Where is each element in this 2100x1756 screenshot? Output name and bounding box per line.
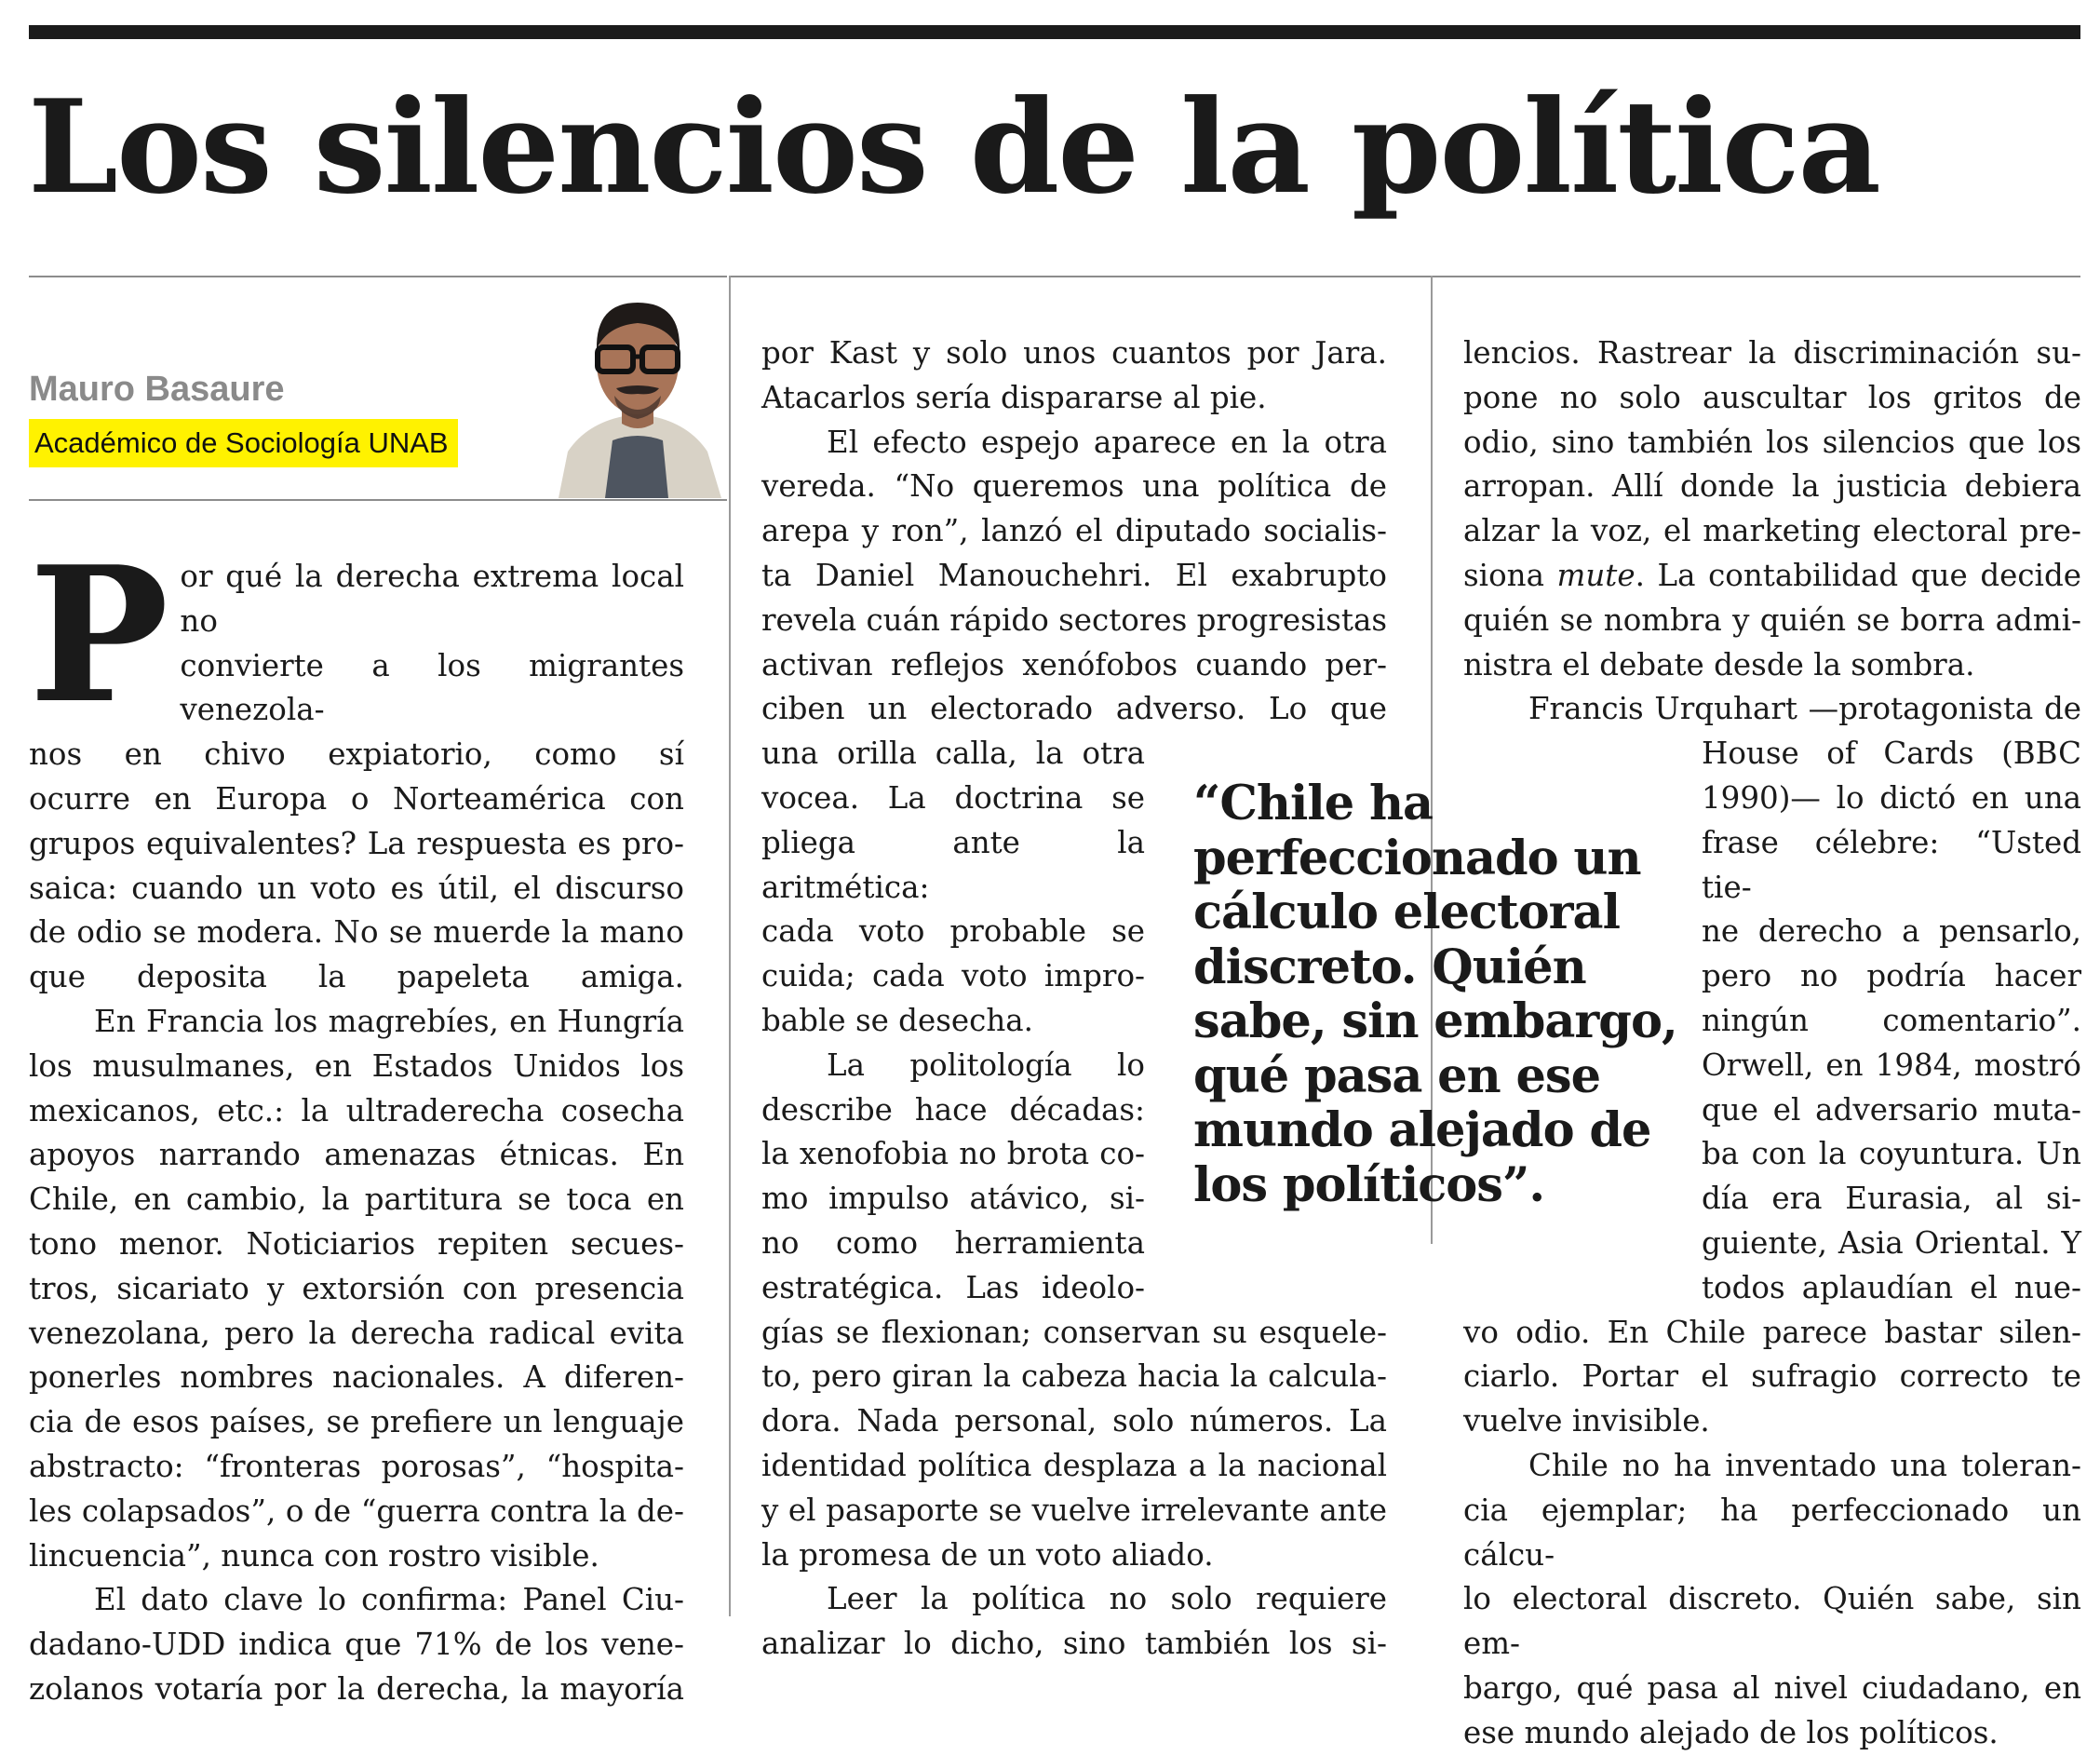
byline-rule (29, 499, 727, 501)
text-line: abstracto: “fronteras porosas”, “hospita- (29, 1448, 684, 1484)
text-line: vocea. La doctrina se (761, 779, 1145, 816)
text-line: dadano-UDD indica que 71% de los vene- (29, 1627, 684, 1663)
text-line: arropan. Allí donde la justicia debiera (1463, 468, 2081, 505)
text-line: ningún comentario”. (1702, 1002, 2081, 1038)
text-line: y el pasaporte se vuelve irrelevante ante (761, 1492, 1387, 1528)
text-line: estratégica. Las ideolo- (761, 1269, 1145, 1305)
text-line: or qué la derecha extrema local no (180, 559, 684, 639)
text-line: día era Eurasia, al si- (1702, 1181, 2081, 1217)
text-line: dora. Nada personal, solo números. La (761, 1403, 1387, 1439)
text-line: Orwell, en 1984, mostró (1702, 1047, 2081, 1083)
text-line: vereda. “No queremos una política de (761, 468, 1387, 505)
col2-paragraph-4 (761, 1577, 1387, 1667)
text-line: bargo, qué pasa al nivel ciudadano, en (1463, 1669, 2081, 1706)
text-line: zolanos votaría por la derecha, la mayoría (29, 1670, 684, 1707)
pull-quote-line: perfeccionado un (1193, 830, 1641, 886)
text-line: cia ejemplar; ha perfeccionado un cálcu- (1463, 1492, 2081, 1573)
text-line: tros, sicariato y extorsión con presencia (29, 1270, 684, 1306)
text-line: saica: cuando un voto es útil, el discurso (29, 870, 684, 906)
text-line: identidad política desplaza a la nacional (761, 1447, 1387, 1483)
pull-quote-line: discreto. Quién (1193, 939, 1586, 995)
text-line: convierte a los migrantes venezola- (180, 647, 684, 728)
text-line: que el adversario muta- (1702, 1091, 2081, 1128)
text-line: mo impulso atávico, si- (761, 1181, 1145, 1217)
text-line: venezolana, pero la derecha radical evita (29, 1315, 684, 1351)
col3-paragraph-1 (1463, 331, 2081, 687)
text-line: la xenofobia no brota co- (761, 1136, 1145, 1172)
author-role-highlight: Académico de Sociología UNAB (29, 419, 458, 467)
text-line: alzar la voz, el marketing electoral pre- (1463, 513, 2081, 549)
text-line: cada voto probable se (761, 913, 1145, 950)
text-line: de odio se modera. No se muerde la mano (29, 914, 684, 951)
text-line: lo electoral discreto. Quién sabe, sin em- (1463, 1581, 2081, 1662)
text-line: nos en chivo expiatorio, como sí (29, 736, 684, 773)
text-line: lencios. Rastrear la discriminación su- (1463, 335, 2081, 371)
text-line: Leer la política no solo requiere (827, 1581, 1387, 1617)
text-line: frase célebre: “Usted tie- (1702, 824, 2081, 905)
text-line: guiente, Asia Oriental. Y (1702, 1224, 2081, 1261)
text-line: analizar lo dicho, sino también los si- (761, 1626, 1387, 1662)
text-line: revela cuán rápido sectores progresistas (761, 601, 1387, 638)
col3-paragraph-3 (1463, 1444, 2081, 1756)
pull-quote-line: “Chile ha (1193, 776, 1434, 831)
column-divider-1 (729, 276, 731, 1616)
text-line: ese mundo alejado de los políticos. (1463, 1714, 1999, 1750)
italic-word-mute: mute (1556, 557, 1636, 593)
text-line: bable se desecha. (761, 1002, 1033, 1038)
text-line: 1990)— lo dictó en una (1702, 779, 2081, 816)
text-line: vuelve invisible. (1463, 1403, 1710, 1439)
pull-quote-line: los políticos”. (1193, 1156, 1545, 1213)
text-line: les colapsados”, o de “guerra contra la de- (29, 1493, 684, 1529)
col2-paragraph-3 (761, 1311, 1387, 1578)
header-rule-left (29, 276, 727, 277)
text-line: activan reflejos xenófobos cuando per- (761, 646, 1387, 682)
text-line: Chile no ha inventado una toleran- (1528, 1447, 2081, 1483)
text-line: pone no solo auscultar los gritos de (1463, 379, 2081, 415)
text-line: vo odio. En Chile parece bastar silen- (1463, 1314, 2081, 1350)
col3-paragraph-2 (1463, 687, 2081, 1444)
text-line: mexicanos, etc.: la ultraderecha cosecha (29, 1092, 684, 1128)
top-rule (29, 25, 2080, 39)
text-line: arepa y ron”, lanzó el diputado socialis- (761, 513, 1387, 549)
text-line: ta Daniel Manouchehri. El exabrupto (761, 557, 1387, 593)
text-line: todos aplaudían el nue- (1702, 1269, 2081, 1305)
text-line: pero no podría hacer (1702, 958, 2081, 994)
author-photo (549, 284, 726, 498)
text-fragment: . La contabilidad que decide (1635, 557, 2081, 593)
text-line: lincuencia”, nunca con rostro visible. (29, 1537, 599, 1574)
text-line: que deposita la papeleta amiga. (29, 959, 684, 995)
pull-quote-line: sabe, sin embargo, (1193, 993, 1677, 1049)
text-line: describe hace décadas: (761, 1091, 1145, 1128)
text-line: Francis Urquhart —protagonista de (1528, 691, 2081, 727)
col3-narrow-block (1702, 732, 2081, 1310)
text-line: ne derecho a pensarlo, (1702, 913, 2081, 950)
pull-quote-line: qué pasa en ese (1193, 1047, 1601, 1104)
text-line: El dato clave lo confirma: Panel Ciu- (94, 1582, 684, 1618)
text-line: La politología lo (827, 1047, 1145, 1083)
drop-cap: P (29, 526, 169, 745)
text-line: los musulmanes, en Estados Unidos los (29, 1047, 684, 1084)
text-fragment: siona (1463, 557, 1557, 593)
text-line: ciben un electorado adverso. Lo que (761, 691, 1387, 727)
text-line: Atacarlos sería dispararse al pie. (761, 379, 1267, 415)
text-line: En Francia los magrebíes, en Hungría (94, 1003, 684, 1039)
text-line: House of Cards (BBC (1702, 736, 2081, 772)
text-line: una orilla calla, la otra (761, 736, 1145, 772)
text-line: odio, sino también los silencios que los (1463, 424, 2081, 460)
text-line: El efecto espejo aparece en la otra (827, 424, 1387, 460)
text-line: grupos equivalentes? La respuesta es pro- (29, 825, 684, 861)
pull-quote-line: mundo alejado de (1193, 1102, 1651, 1158)
col1-paragraph-3 (29, 1578, 684, 1711)
text-line: pliega ante la aritmética: (761, 824, 1145, 905)
text-line: tono menor. Noticiarios repiten secues- (29, 1225, 684, 1262)
headline: Los silencios de la política (28, 71, 1879, 223)
pull-quote-line: cálculo electoral (1193, 885, 1620, 940)
col2-narrow-block-1 (761, 732, 1145, 1310)
text-line (1463, 554, 2081, 599)
text-line: ocurre en Europa o Norteamérica con (29, 780, 684, 817)
text-line: la promesa de un voto aliado. (761, 1536, 1214, 1573)
header-rule-right (729, 276, 2080, 277)
text-line: cia de esos países, se prefiere un lenguaje (29, 1404, 684, 1440)
column-3 (1463, 331, 2081, 1756)
text-line: gías se flexionan; conservan su esquele- (761, 1314, 1387, 1350)
portrait-image (549, 284, 726, 498)
text-line: ciarlo. Portar el sufragio correcto te (1463, 1358, 2081, 1395)
text-line: por Kast y solo unos cuantos por Jara. (761, 335, 1387, 371)
col2-paragraph-1 (761, 331, 1387, 421)
text-line: apoyos narrando amenazas étnicas. En (29, 1137, 684, 1173)
text-line: to, pero giran la cabeza hacia la calcula- (761, 1358, 1387, 1395)
text-line: ponerles nombres nacionales. A diferen- (29, 1359, 684, 1396)
text-line: Chile, en cambio, la partitura se toca en (29, 1182, 684, 1218)
text-line: ba con la coyuntura. Un (1702, 1136, 2081, 1172)
column-1 (29, 526, 684, 1712)
text-line: nistra el debate desde la sombra. (1463, 646, 1975, 682)
text-line: cuida; cada voto impro- (761, 958, 1145, 994)
author-name: Mauro Basaure (29, 370, 285, 409)
text-line: no como herramienta (761, 1224, 1145, 1261)
col1-paragraph-2 (29, 1000, 684, 1578)
byline (29, 365, 550, 467)
text-line: quién se nombra y quién se borra admi- (1463, 601, 2081, 638)
